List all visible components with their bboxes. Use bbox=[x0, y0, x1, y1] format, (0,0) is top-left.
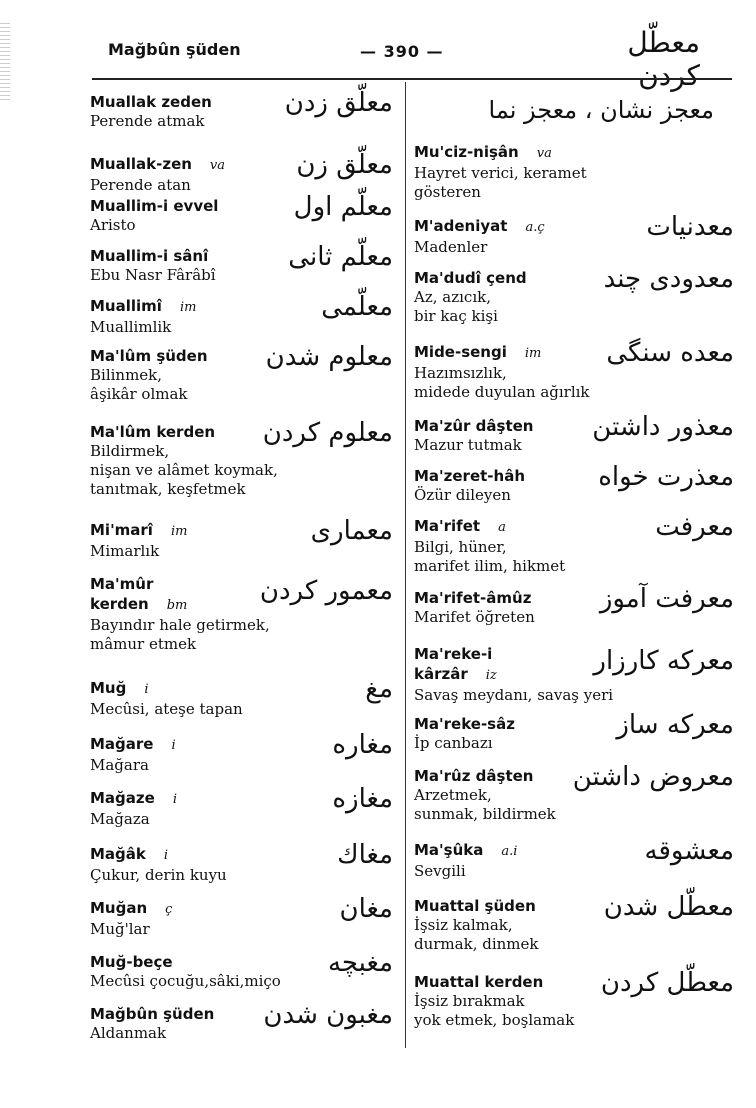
entry-definition: Muallimlik bbox=[90, 318, 172, 336]
dictionary-entry bbox=[414, 462, 736, 505]
entry-definition: Mağaza bbox=[90, 810, 150, 828]
grammar-abbr: im bbox=[524, 346, 542, 361]
dictionary-entry bbox=[90, 242, 395, 285]
headword-text: Mide-sengi bbox=[414, 343, 507, 361]
dictionary-entry bbox=[90, 840, 395, 885]
grammar-abbr: a.ç bbox=[525, 220, 545, 235]
headword-text: Ma'rifet-âmûz bbox=[414, 589, 532, 607]
entry-definition: İp canbazı bbox=[414, 734, 493, 752]
headword-text: Ma'mûr bbox=[90, 575, 154, 593]
running-head: Mağbûn şüden bbox=[108, 40, 241, 59]
entry-definition: tanıtmak, keşfetmek bbox=[90, 480, 246, 498]
entry-definition: Marifet öğreten bbox=[414, 608, 535, 626]
headword-text: kârzâr bbox=[414, 665, 468, 683]
arabic-running-head: معطّل كردن bbox=[627, 26, 700, 92]
entry-definition: Bayındır hale getirmek, bbox=[90, 616, 270, 634]
arabic-script-headword: معلّق زن bbox=[296, 150, 393, 180]
dictionary-entry bbox=[414, 584, 736, 627]
entry-definition: İşsiz kalmak, bbox=[414, 916, 513, 934]
headword-text: M'adeniyat bbox=[414, 217, 508, 235]
headword-text: Muallim-i evvel bbox=[90, 197, 219, 215]
headword-text: Muğ-beçe bbox=[90, 953, 173, 971]
headword-text: Mi'marî bbox=[90, 521, 153, 539]
grammar-abbr: im bbox=[179, 300, 197, 315]
headword-text: Mağaze bbox=[90, 789, 155, 807]
arabic-script-headword: مغاره bbox=[332, 730, 393, 760]
arabic-script-headword: معرکه ساز bbox=[616, 710, 734, 740]
dictionary-entry bbox=[90, 192, 395, 235]
dictionary-entry bbox=[90, 894, 395, 939]
arabic-script-headword: معمور کردن bbox=[259, 576, 393, 606]
headword-text: Ma'rifet bbox=[414, 517, 481, 535]
arabic-script-headword: مغان bbox=[339, 894, 393, 924]
dictionary-entry bbox=[90, 784, 395, 829]
entry-definition: Bildirmek, bbox=[90, 442, 170, 460]
grammar-abbr: i bbox=[172, 792, 177, 807]
entry-definition: Bilinmek, bbox=[90, 366, 163, 384]
grammar-abbr: a.i bbox=[501, 844, 518, 859]
entry-definition: mâmur etmek bbox=[90, 635, 197, 653]
entry-definition: durmak, dinmek bbox=[414, 935, 539, 953]
arabic-script-headword: مغاك bbox=[337, 840, 393, 870]
page-number: — 390 — bbox=[360, 42, 444, 61]
grammar-abbr: ç bbox=[165, 902, 173, 917]
dictionary-entry bbox=[90, 674, 395, 719]
headword-text: Ma'lûm kerden bbox=[90, 423, 216, 441]
entry-definition: Mecûsi, ateşe tapan bbox=[90, 700, 243, 718]
dictionary-entry bbox=[90, 342, 395, 404]
column-divider bbox=[405, 82, 406, 1048]
entry-definition: Mazur tutmak bbox=[414, 436, 522, 454]
headword-text: Ma'şûka bbox=[414, 841, 484, 859]
grammar-abbr: i bbox=[163, 848, 169, 863]
arabic-script-headword: معلّمی bbox=[321, 292, 393, 322]
headword-text: Ma'reke-i bbox=[414, 645, 493, 663]
dictionary-entry bbox=[90, 1000, 395, 1043]
arabic-script-headword: معشوقه bbox=[644, 836, 734, 866]
arabic-script-headword: معدنیات bbox=[646, 212, 734, 242]
headword-text: Mu'ciz-nişân bbox=[414, 143, 519, 161]
dictionary-entry bbox=[414, 212, 736, 257]
arabic-script-headword: معطّل کردن bbox=[600, 968, 734, 998]
arabic-script-headword: معلّم اول bbox=[293, 192, 393, 222]
arabic-script-headword: معرفت آموز bbox=[599, 584, 734, 614]
entry-definition: Mecûsi çocuğu,sâki,miço bbox=[90, 972, 281, 990]
dictionary-entry bbox=[414, 338, 736, 402]
arabic-script-headword: معلوم شدن bbox=[265, 342, 393, 372]
entry-definition: Arzetmek, bbox=[414, 786, 492, 804]
grammar-abbr: va bbox=[209, 158, 226, 173]
entry-definition: bir kaç kişi bbox=[414, 307, 498, 325]
entry-headword bbox=[90, 678, 395, 700]
dictionary-entry bbox=[414, 710, 736, 753]
entry-definition: nişan ve alâmet koymak, bbox=[90, 461, 278, 479]
arabic-script-headword: مغبون شدن bbox=[263, 1000, 393, 1030]
entry-definition: âşikâr olmak bbox=[90, 385, 188, 403]
arabic-script-headword: مغازه bbox=[332, 784, 393, 814]
entry-definition: Perende atmak bbox=[90, 112, 205, 130]
entry-definition: marifet ilim, hikmet bbox=[414, 557, 566, 575]
entry-definition: Perende atan bbox=[90, 176, 191, 194]
dictionary-entry bbox=[414, 836, 736, 881]
entry-definition: Bilgi, hüner, bbox=[414, 538, 507, 556]
entry-definition: Mimarlık bbox=[90, 542, 160, 560]
scan-edge-artifact bbox=[0, 20, 10, 100]
grammar-abbr: va bbox=[536, 146, 552, 161]
entry-definition: Az, azıcık, bbox=[414, 288, 491, 306]
entry-definition: Çukur, derin kuyu bbox=[90, 866, 227, 884]
entry-definition: gösteren bbox=[414, 183, 481, 201]
dictionary-entry bbox=[414, 142, 736, 202]
grammar-abbr: im bbox=[170, 524, 188, 539]
headword-text: Ma'reke-sâz bbox=[414, 715, 515, 733]
entry-definition: sunmak, bildirmek bbox=[414, 805, 556, 823]
headword-text: Muallim-i sânî bbox=[90, 247, 209, 265]
entry-definition: İşsiz bırakmak bbox=[414, 992, 525, 1010]
headword-text: Muğ bbox=[90, 679, 127, 697]
arabic-script-headword: معلّق زدن bbox=[284, 88, 393, 118]
arabic-script-headword: مغ bbox=[365, 674, 393, 704]
entry-definition: yok etmek, boşlamak bbox=[414, 1011, 575, 1029]
entry-definition: Hazımsızlık, bbox=[414, 364, 507, 382]
headword-text: Ma'zûr dâşten bbox=[414, 417, 534, 435]
arabic-script-headword: معذور داشتن bbox=[592, 412, 734, 442]
grammar-abbr: a bbox=[498, 520, 506, 535]
dictionary-entry bbox=[414, 412, 736, 455]
dictionary-entry bbox=[90, 292, 395, 337]
dictionary-entry bbox=[90, 948, 395, 991]
arabic-script-headword: معلّم ثانی bbox=[288, 242, 393, 272]
dictionary-entry bbox=[90, 150, 395, 195]
entry-definition: Aristo bbox=[90, 216, 136, 234]
arabic-script-headword: معلوم کردن bbox=[262, 418, 393, 448]
header-rule bbox=[92, 78, 732, 80]
arabic-script-headword: معرکه کارزار bbox=[593, 646, 734, 676]
headword-text: Muallak zeden bbox=[90, 93, 212, 111]
headword-text: Ma'lûm şüden bbox=[90, 347, 208, 365]
dictionary-entry bbox=[414, 762, 736, 824]
headword-text: Mağare bbox=[90, 735, 154, 753]
headword-text: Muğan bbox=[90, 899, 148, 917]
headword-text: Ma'dudî çend bbox=[414, 269, 527, 287]
entry-definition: Madenler bbox=[414, 238, 488, 256]
entry-definition: midede duyulan ağırlık bbox=[414, 383, 590, 401]
dictionary-entry bbox=[414, 644, 736, 705]
headword-text: Mağâk bbox=[90, 845, 146, 863]
entry-definition: Savaş meydanı, savaş yeri bbox=[414, 686, 614, 704]
grammar-abbr: i bbox=[171, 738, 176, 753]
entry-definition: Özür dileyen bbox=[414, 486, 511, 504]
headword-text: Ma'rûz dâşten bbox=[414, 767, 534, 785]
headword-text: Muallak-zen bbox=[90, 155, 192, 173]
arabic-script-headword: معده سنگی bbox=[606, 338, 734, 368]
entry-definition: Muğ'lar bbox=[90, 920, 150, 938]
entry-definition: Sevgili bbox=[414, 862, 466, 880]
dictionary-entry bbox=[90, 88, 395, 131]
arabic-script-headword: معدودی چند bbox=[603, 264, 734, 294]
headword-text: Muallimî bbox=[90, 297, 162, 315]
grammar-abbr: iz bbox=[485, 668, 497, 683]
entry-definition: Ebu Nasr Fârâbî bbox=[90, 266, 216, 284]
arabic-script-headword: معماری bbox=[310, 516, 393, 546]
arabic-script-headword: معطّل شدن bbox=[603, 892, 734, 922]
headword-text: Muattal şüden bbox=[414, 897, 536, 915]
headword-text: Mağbûn şüden bbox=[90, 1005, 215, 1023]
grammar-abbr: bm bbox=[166, 598, 188, 613]
headword-text: Ma'zeret-hâh bbox=[414, 467, 525, 485]
arabic-script-headword: معرفت bbox=[655, 512, 734, 542]
right-top-arabic: معجز نشان ، معجز نما bbox=[488, 96, 714, 124]
dictionary-entry bbox=[414, 968, 736, 1030]
arabic-script-headword: معروض داشتن bbox=[572, 762, 734, 792]
dictionary-entry bbox=[90, 418, 395, 499]
dictionary-entry bbox=[90, 730, 395, 775]
entry-definition: Mağara bbox=[90, 756, 149, 774]
dictionary-entry bbox=[90, 574, 395, 654]
entry-headword bbox=[414, 142, 736, 164]
grammar-abbr: i bbox=[144, 682, 149, 697]
entry-definition: Aldanmak bbox=[90, 1024, 167, 1042]
dictionary-entry bbox=[414, 264, 736, 326]
arabic-script-headword: معذرت خواه bbox=[598, 462, 734, 492]
arabic-script-headword: مغبچه bbox=[327, 948, 393, 978]
headword-text: kerden bbox=[90, 595, 149, 613]
entry-definition: Hayret verici, keramet bbox=[414, 164, 587, 182]
headword-text: Muattal kerden bbox=[414, 973, 544, 991]
dictionary-entry bbox=[414, 512, 736, 576]
dictionary-entry bbox=[90, 516, 395, 561]
dictionary-entry bbox=[414, 892, 736, 954]
